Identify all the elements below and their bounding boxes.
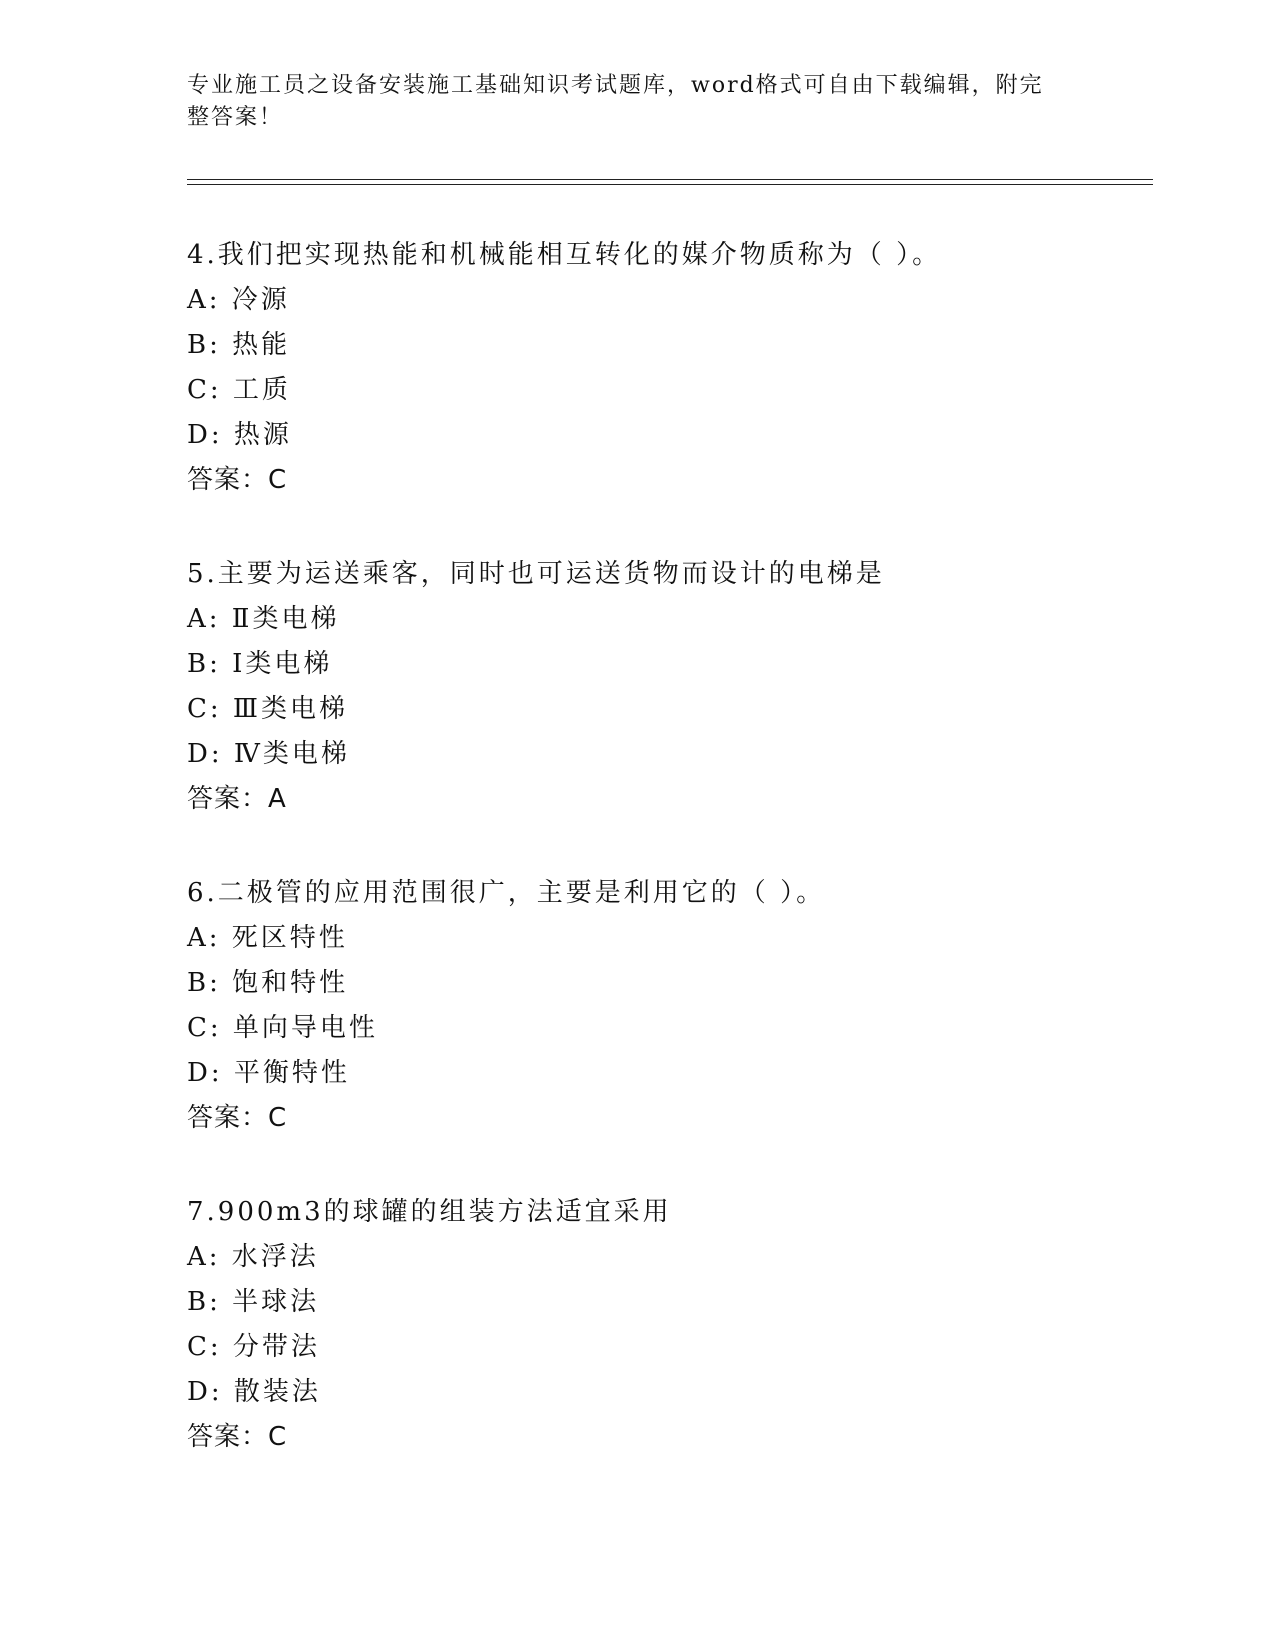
option-d: D: Ⅳ类电梯 bbox=[187, 739, 350, 769]
question-block bbox=[187, 876, 1147, 1135]
question-block bbox=[187, 557, 1147, 816]
question-block bbox=[187, 1195, 1147, 1454]
option-c: C: 单向导电性 bbox=[187, 1013, 378, 1043]
option-a: A: 冷源 bbox=[187, 285, 290, 315]
question-stem: 7.900m3的球罐的组装方法适宜采用 bbox=[187, 1197, 672, 1227]
option-b: B: 半球法 bbox=[187, 1287, 320, 1317]
option-c: C: Ⅲ类电梯 bbox=[187, 694, 348, 724]
answer-line: 答案：C bbox=[187, 1422, 288, 1452]
option-d: D: 散装法 bbox=[187, 1377, 321, 1407]
option-a: A: 水浮法 bbox=[187, 1242, 319, 1272]
question-stem: 6.二极管的应用范围很广，主要是利用它的（ ）。 bbox=[187, 878, 826, 908]
header-divider-bottom bbox=[187, 184, 1153, 185]
question-block bbox=[187, 238, 1147, 497]
option-d: D: 热源 bbox=[187, 420, 292, 450]
answer-line: 答案：C bbox=[187, 465, 288, 495]
option-a: A: 死区特性 bbox=[187, 923, 348, 953]
question-stem: 4.我们把实现热能和机械能相互转化的媒介物质称为（ ）。 bbox=[187, 240, 942, 270]
option-a: A: Ⅱ类电梯 bbox=[187, 604, 340, 634]
header-divider-top bbox=[187, 179, 1153, 180]
question-stem: 5.主要为运送乘客，同时也可运送货物而设计的电梯是 bbox=[187, 559, 885, 589]
answer-line: 答案：C bbox=[187, 1103, 288, 1133]
document-intro: 专业施工员之设备安装施工基础知识考试题库，word格式可自由下载编辑，附完整答案！ bbox=[187, 73, 1044, 130]
option-b: B: Ⅰ类电梯 bbox=[187, 649, 333, 679]
option-b: B: 饱和特性 bbox=[187, 968, 349, 998]
option-c: C: 工质 bbox=[187, 375, 291, 405]
option-c: C: 分带法 bbox=[187, 1332, 320, 1362]
option-b: B: 热能 bbox=[187, 330, 291, 360]
option-d: D: 平衡特性 bbox=[187, 1058, 350, 1088]
answer-line: 答案：A bbox=[187, 784, 287, 814]
